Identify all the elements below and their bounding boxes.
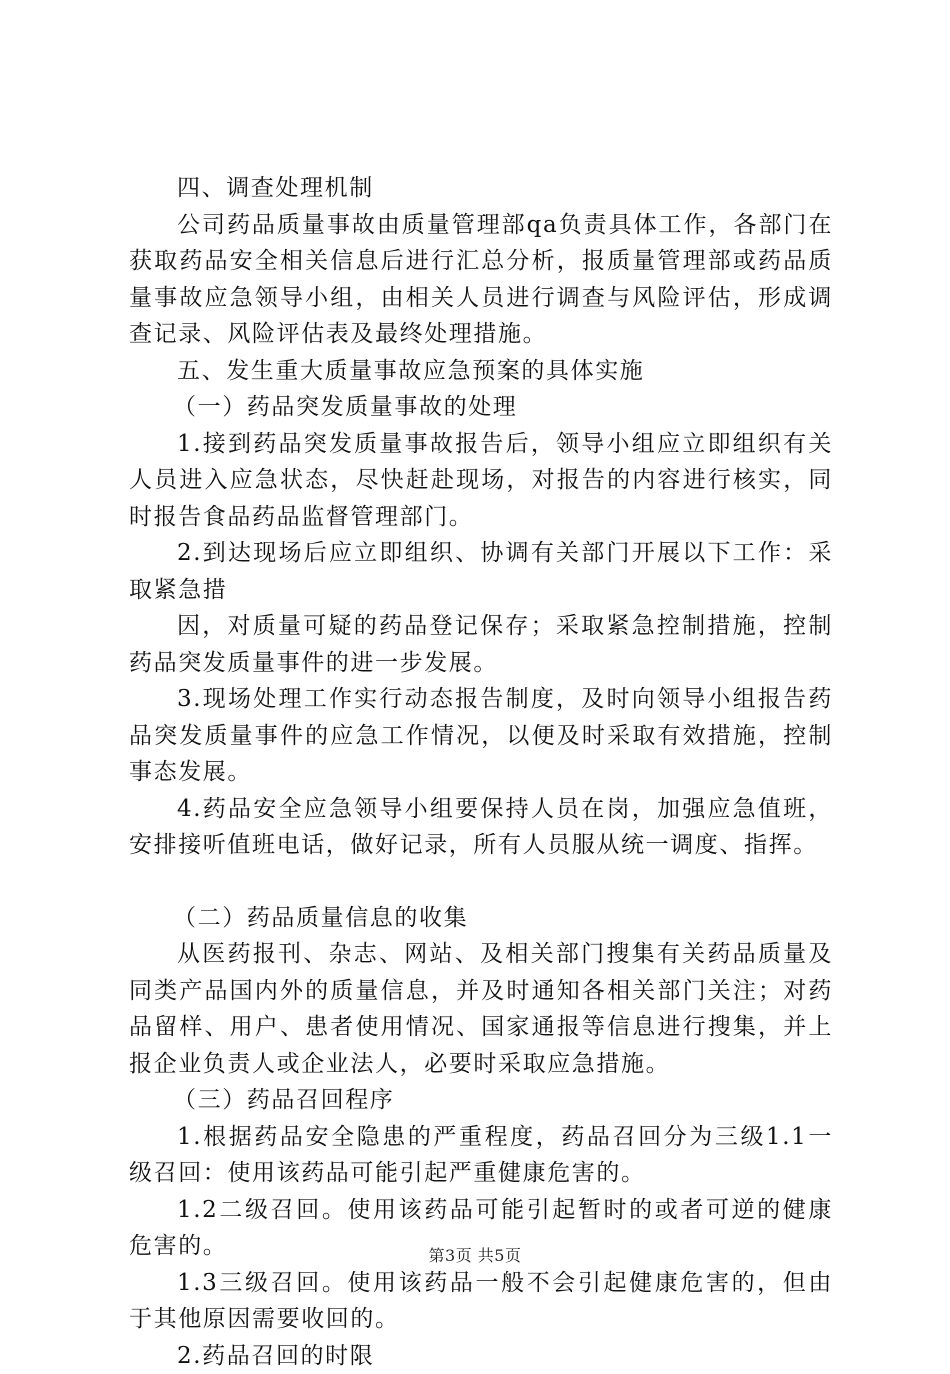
paragraph-investigation: 公司药品质量事故由质量管理部qa负责具体工作，各部门在获取药品安全相关信息后进行汇总分析，报质量管理部或药品质量事故应急领导小组，由相关人员进行调查与风险评估，形成调查记录、风险评估表及最终处理措施。 (129, 207, 833, 353)
recall-level-2: 1.2二级召回。使用该药品可能引起暂时的或者可逆的健康危害的。 (129, 1192, 833, 1265)
recall-level-1: 1.根据药品安全隐患的严重程度，药品召回分为三级1.1一级召回：使用该药品可能引起严重健康危害的。 (129, 1119, 833, 1192)
list-item-2-continued: 因，对质量可疑的药品登记保存；采取紧急控制措施，控制药品突发质量事件的进一步发展。 (129, 608, 833, 681)
list-item-1: 1.接到药品突发质量事故报告后，领导小组应立即组织有关人员进入应急状态，尽快赶赴现场，对报告的内容进行核实，同时报告食品药品监督管理部门。 (129, 426, 833, 536)
list-item-2: 2.到达现场后应立即组织、协调有关部门开展以下工作：采取紧急措 (129, 535, 833, 608)
paragraph-info-collection: 从医药报刊、杂志、网站、及相关部门搜集有关药品质量及同类产品国内外的质量信息，并及时通知各相关部门关注；对药品留样、用户、患者使用情况、国家通报等信息进行搜集，并上报企业负责人或企业法人，必要时采取应急措施。 (129, 936, 833, 1082)
list-item-3: 3.现场处理工作实行动态报告制度，及时向领导小组报告药品突发质量事件的应急工作情况，以便及时采取有效措施，控制事态发展。 (129, 681, 833, 791)
subsection-heading-1: （一）药品突发质量事故的处理 (129, 389, 833, 426)
subsection-heading-2: （二）药品质量信息的收集 (129, 900, 833, 937)
subsection-heading-3: （三）药品召回程序 (129, 1082, 833, 1119)
list-item-4: 4.药品安全应急领导小组要保持人员在岗，加强应急值班，安排接听值班电话，做好记录，所有人员服从统一调度、指挥。 (129, 791, 833, 864)
recall-time-limit: 2.药品召回的时限 (129, 1338, 833, 1374)
document-body (129, 170, 833, 1374)
section-heading-4: 四、调查处理机制 (129, 170, 833, 207)
section-heading-5: 五、发生重大质量事故应急预案的具体实施 (129, 353, 833, 390)
page-number-footer: 第3页 共5页 (0, 1243, 950, 1266)
recall-level-3: 1.3三级召回。使用该药品一般不会引起健康危害的，但由于其他原因需要收回的。 (129, 1265, 833, 1338)
